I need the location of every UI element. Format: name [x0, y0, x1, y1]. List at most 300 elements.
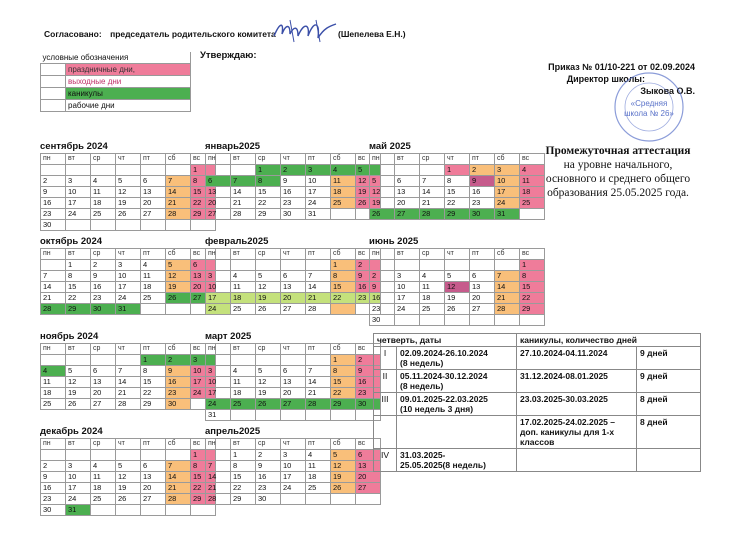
day-cell: 3: [306, 165, 331, 176]
month-title: сентябрь 2024: [40, 141, 108, 152]
week-row: [41, 282, 216, 293]
day-cell: 12: [445, 282, 470, 293]
day-cell: 22: [445, 198, 470, 209]
day-cell: 28: [231, 209, 256, 220]
day-cell: [141, 165, 166, 176]
quarter-number: IV: [374, 449, 397, 472]
day-cell: [445, 315, 470, 326]
legend-label-vacation: [66, 88, 191, 100]
day-cell: 16: [356, 282, 381, 293]
week-row: [370, 315, 545, 326]
day-cell: [395, 260, 420, 271]
month-table: [205, 438, 381, 505]
weekday-header: вс: [191, 249, 216, 260]
day-cell: 4: [91, 176, 116, 187]
day-cell: [370, 260, 395, 271]
month-title: ноябрь 2024: [40, 331, 99, 342]
day-cell: [116, 220, 141, 231]
day-cell: 12: [116, 187, 141, 198]
day-cell: 14: [306, 377, 331, 388]
day-cell: 1: [331, 355, 356, 366]
day-cell: 28: [306, 304, 331, 315]
weekday-header: ср: [256, 344, 281, 355]
weekday-header: чт: [116, 344, 141, 355]
week-row: [41, 271, 216, 282]
day-cell: 13: [281, 282, 306, 293]
weekday-header: чт: [281, 439, 306, 450]
day-cell: 3: [395, 271, 420, 282]
weekday-header: пн: [206, 154, 231, 165]
week-row: [206, 388, 381, 399]
day-cell: [281, 355, 306, 366]
day-cell: 6: [281, 271, 306, 282]
day-cell: 3: [66, 461, 91, 472]
day-cell: [331, 494, 356, 505]
quarter-dates: [397, 347, 517, 370]
week-row: [370, 165, 545, 176]
day-cell: 29: [141, 399, 166, 410]
day-cell: 25: [91, 209, 116, 220]
day-cell: 6: [356, 450, 381, 461]
day-cell: 19: [256, 293, 281, 304]
vacation-row: [374, 449, 701, 472]
quarter-weeks: 25.05.2025(8 недель): [400, 460, 486, 470]
day-cell: [281, 494, 306, 505]
week-row: [206, 494, 381, 505]
day-cell: 4: [141, 260, 166, 271]
day-cell: 2: [41, 176, 66, 187]
day-cell: [191, 505, 216, 516]
weekday-header: вс: [356, 439, 381, 450]
day-cell: 18: [331, 187, 356, 198]
weekday-header: сб: [331, 439, 356, 450]
day-cell: [91, 450, 116, 461]
day-cell: 18: [420, 293, 445, 304]
day-cell: 25: [420, 304, 445, 315]
day-cell: 24: [66, 209, 91, 220]
quarter-number: [374, 416, 397, 449]
day-cell: 28: [420, 209, 445, 220]
day-cell: 30: [256, 494, 281, 505]
day-cell: 27: [206, 209, 231, 220]
week-row: [206, 461, 381, 472]
day-cell: 24: [395, 304, 420, 315]
day-cell: 16: [256, 472, 281, 483]
day-cell: 5: [116, 176, 141, 187]
weekday-header: пт: [141, 439, 166, 450]
quarter-dates: [397, 449, 517, 472]
day-cell: 11: [41, 377, 66, 388]
month-title: апрель2025: [205, 426, 261, 437]
day-cell: 26: [116, 209, 141, 220]
day-cell: 15: [66, 282, 91, 293]
day-cell: 31: [206, 410, 231, 421]
weekday-header: ср: [420, 154, 445, 165]
legend-table: [40, 52, 191, 112]
day-cell: 14: [420, 187, 445, 198]
day-cell: 31: [306, 209, 331, 220]
day-cell: 22: [191, 483, 216, 494]
day-cell: 23: [256, 483, 281, 494]
day-cell: 19: [370, 198, 395, 209]
week-row: [370, 176, 545, 187]
week-row: [41, 461, 216, 472]
day-cell: [420, 165, 445, 176]
day-cell: 26: [256, 304, 281, 315]
day-cell: 20: [356, 472, 381, 483]
day-cell: 2: [256, 450, 281, 461]
day-cell: 19: [331, 472, 356, 483]
day-cell: 22: [231, 483, 256, 494]
quarter-dates-text: 31.03.2025-: [400, 450, 446, 460]
weekday-header: ср: [420, 249, 445, 260]
day-cell: [495, 315, 520, 326]
day-cell: 3: [66, 176, 91, 187]
day-cell: [166, 450, 191, 461]
attestation-title: Промежуточная аттестация: [545, 145, 691, 157]
weekday-header: чт: [116, 154, 141, 165]
month-calendar: [40, 141, 200, 231]
day-cell: [470, 260, 495, 271]
legend-label-holiday: [66, 64, 191, 76]
weekday-header: вс: [356, 154, 381, 165]
day-cell: [41, 450, 66, 461]
weekday-header: вт: [395, 154, 420, 165]
day-cell: [166, 505, 191, 516]
day-cell: 17: [495, 187, 520, 198]
day-cell: 27: [281, 399, 306, 410]
attestation-line2: на уровне начального,: [563, 159, 673, 171]
day-cell: 6: [91, 366, 116, 377]
quarter-number: III: [374, 393, 397, 416]
day-cell: 20: [191, 282, 216, 293]
weekday-header: чт: [281, 154, 306, 165]
day-cell: [141, 304, 166, 315]
week-row: [206, 483, 381, 494]
day-cell: 10: [66, 472, 91, 483]
day-cell: 15: [141, 377, 166, 388]
vacation-header-holidays: каникулы, количество дней: [517, 334, 701, 347]
week-row: [206, 271, 381, 282]
day-cell: 30: [41, 505, 66, 516]
day-cell: 8: [141, 366, 166, 377]
vacation-dates: 31.12.2024-08.01.2025: [517, 370, 637, 393]
day-cell: [395, 165, 420, 176]
day-cell: 25: [231, 399, 256, 410]
day-cell: 26: [116, 494, 141, 505]
day-cell: 21: [306, 388, 331, 399]
day-cell: 29: [191, 209, 216, 220]
week-row: [206, 209, 381, 220]
day-cell: 28: [116, 399, 141, 410]
day-cell: 6: [470, 271, 495, 282]
day-cell: 14: [41, 282, 66, 293]
month-table: [40, 438, 216, 516]
month-title: июнь 2025: [369, 236, 419, 247]
day-cell: 3: [495, 165, 520, 176]
day-cell: 3: [116, 260, 141, 271]
weekday-header: пт: [470, 154, 495, 165]
day-cell: 5: [331, 450, 356, 461]
day-cell: 7: [166, 461, 191, 472]
day-cell: [141, 505, 166, 516]
day-cell: [256, 355, 281, 366]
day-cell: [395, 315, 420, 326]
legend-label-work: рабочие дни: [66, 100, 191, 112]
day-cell: 28: [166, 209, 191, 220]
day-cell: 30: [41, 220, 66, 231]
day-cell: [420, 315, 445, 326]
weekday-header: пт: [306, 154, 331, 165]
week-row: [41, 198, 216, 209]
day-cell: 27: [91, 399, 116, 410]
day-cell: 16: [166, 377, 191, 388]
day-cell: 27: [141, 494, 166, 505]
day-cell: [495, 260, 520, 271]
day-cell: [141, 220, 166, 231]
day-cell: 17: [116, 282, 141, 293]
weekday-header: пн: [370, 154, 395, 165]
day-cell: 1: [256, 165, 281, 176]
day-cell: 20: [141, 483, 166, 494]
week-row: [370, 260, 545, 271]
day-cell: 4: [231, 366, 256, 377]
week-row: [206, 282, 381, 293]
day-cell: 15: [520, 282, 545, 293]
day-cell: 21: [495, 293, 520, 304]
vacation-row: [374, 370, 701, 393]
day-cell: 24: [495, 198, 520, 209]
day-cell: 26: [166, 293, 191, 304]
day-cell: 4: [331, 165, 356, 176]
weekday-header: пн: [370, 249, 395, 260]
weekday-header: вт: [231, 154, 256, 165]
day-cell: 17: [66, 198, 91, 209]
day-cell: 23: [281, 198, 306, 209]
day-cell: 9: [370, 282, 395, 293]
weekday-header: вт: [395, 249, 420, 260]
day-cell: 4: [520, 165, 545, 176]
day-cell: 29: [331, 399, 356, 410]
day-cell: 13: [356, 461, 381, 472]
day-cell: 26: [256, 399, 281, 410]
weekday-header: вс: [191, 154, 216, 165]
day-cell: 7: [166, 176, 191, 187]
day-cell: 20: [206, 198, 231, 209]
day-cell: 18: [231, 293, 256, 304]
day-cell: [306, 410, 331, 421]
day-cell: 14: [166, 472, 191, 483]
week-row: [206, 293, 381, 304]
day-cell: 4: [306, 450, 331, 461]
day-cell: 16: [370, 293, 395, 304]
day-cell: 4: [231, 271, 256, 282]
month-calendar: [369, 141, 529, 220]
day-cell: 15: [256, 187, 281, 198]
day-cell: [356, 494, 381, 505]
weekday-header: чт: [116, 249, 141, 260]
day-cell: 5: [256, 271, 281, 282]
day-cell: [91, 220, 116, 231]
day-cell: 31: [66, 505, 91, 516]
day-cell: 19: [166, 282, 191, 293]
weekday-header: пт: [141, 249, 166, 260]
week-row: [206, 198, 381, 209]
day-cell: 18: [41, 388, 66, 399]
day-cell: 22: [331, 388, 356, 399]
week-row: [206, 187, 381, 198]
day-cell: 17: [306, 187, 331, 198]
day-cell: 2: [91, 260, 116, 271]
weekday-header: чт: [281, 344, 306, 355]
day-cell: 16: [41, 198, 66, 209]
month-calendar: [205, 331, 365, 421]
director-name: Зыкова О.В.: [640, 86, 695, 96]
week-row: [370, 198, 545, 209]
day-cell: 24: [191, 388, 216, 399]
day-cell: [116, 505, 141, 516]
day-cell: 22: [331, 293, 356, 304]
day-cell: 10: [306, 176, 331, 187]
week-row: [206, 355, 381, 366]
legend-swatch-weekend: [41, 76, 66, 88]
day-cell: 3: [191, 355, 216, 366]
day-cell: [66, 165, 91, 176]
day-cell: 19: [116, 483, 141, 494]
weekday-header: вт: [66, 344, 91, 355]
weekday-header: вс: [356, 249, 381, 260]
week-row: [41, 355, 216, 366]
month-title: октябрь 2024: [40, 236, 103, 247]
day-cell: [206, 260, 231, 271]
day-cell: 22: [191, 198, 216, 209]
week-row: [41, 472, 216, 483]
day-cell: [231, 410, 256, 421]
day-cell: 16: [356, 377, 381, 388]
week-row: [206, 410, 381, 421]
day-cell: [520, 209, 545, 220]
day-cell: 9: [281, 176, 306, 187]
day-cell: 20: [91, 388, 116, 399]
day-cell: 17: [206, 293, 231, 304]
weekday-header: вт: [66, 249, 91, 260]
day-cell: 29: [191, 494, 216, 505]
vacation-days: 8 дней: [637, 393, 701, 416]
day-cell: 15: [191, 187, 216, 198]
day-cell: [470, 315, 495, 326]
month-table: [369, 248, 545, 326]
day-cell: 21: [206, 483, 231, 494]
day-cell: 22: [520, 293, 545, 304]
week-row: [370, 271, 545, 282]
day-cell: 8: [191, 461, 216, 472]
day-cell: 23: [356, 293, 381, 304]
day-cell: 9: [91, 271, 116, 282]
day-cell: [306, 494, 331, 505]
month-calendar: [369, 236, 529, 326]
day-cell: 21: [420, 198, 445, 209]
day-cell: 11: [520, 176, 545, 187]
week-row: [41, 494, 216, 505]
week-row: [206, 399, 381, 410]
day-cell: 13: [191, 271, 216, 282]
weekday-header: сб: [495, 154, 520, 165]
weekday-header: чт: [445, 154, 470, 165]
day-cell: 9: [166, 366, 191, 377]
week-row: [370, 282, 545, 293]
day-cell: [206, 355, 231, 366]
day-cell: 16: [470, 187, 495, 198]
day-cell: 10: [395, 282, 420, 293]
day-cell: 15: [191, 472, 216, 483]
day-cell: 20: [395, 198, 420, 209]
day-cell: 25: [141, 293, 166, 304]
day-cell: 23: [41, 209, 66, 220]
day-cell: 1: [191, 450, 216, 461]
weekday-header: вс: [191, 439, 216, 450]
day-cell: 15: [231, 472, 256, 483]
vacation-table: [373, 333, 701, 472]
week-row: [41, 304, 216, 315]
day-cell: 8: [331, 366, 356, 377]
day-cell: 9: [356, 366, 381, 377]
month-calendar: [40, 331, 200, 410]
day-cell: 9: [41, 187, 66, 198]
day-cell: 25: [520, 198, 545, 209]
vacation-days: 9 дней: [637, 370, 701, 393]
legend-title: условные обозначения: [41, 52, 191, 64]
day-cell: 26: [370, 209, 395, 220]
day-cell: 1: [331, 260, 356, 271]
day-cell: 24: [281, 483, 306, 494]
day-cell: 25: [231, 304, 256, 315]
legend-label-weekend: [66, 76, 191, 88]
day-cell: 11: [306, 461, 331, 472]
day-cell: 7: [495, 271, 520, 282]
week-row: [206, 377, 381, 388]
week-row: [206, 472, 381, 483]
week-row: [41, 399, 216, 410]
day-cell: [420, 260, 445, 271]
day-cell: 30: [370, 315, 395, 326]
day-cell: 9: [41, 472, 66, 483]
weekday-header: чт: [116, 439, 141, 450]
day-cell: [66, 220, 91, 231]
day-cell: 21: [231, 198, 256, 209]
agreed-label: Согласовано:: [44, 29, 102, 39]
day-cell: 21: [116, 388, 141, 399]
weekday-header: ср: [91, 344, 116, 355]
day-cell: 7: [41, 271, 66, 282]
day-cell: 23: [356, 388, 381, 399]
vacation-days: [637, 449, 701, 472]
day-cell: 13: [281, 377, 306, 388]
attestation-block: [528, 144, 708, 200]
day-cell: 25: [331, 198, 356, 209]
day-cell: 22: [141, 388, 166, 399]
day-cell: 27: [356, 483, 381, 494]
day-cell: 23: [166, 388, 191, 399]
weekday-header: сб: [166, 154, 191, 165]
quarter-dates-text: 05.11.2024-30.12.2024: [400, 371, 488, 381]
month-title: январь2025: [205, 141, 261, 152]
day-cell: 11: [231, 377, 256, 388]
day-cell: 29: [231, 494, 256, 505]
day-cell: 3: [206, 366, 231, 377]
day-cell: 17: [191, 377, 216, 388]
day-cell: 11: [231, 282, 256, 293]
weekday-header: чт: [281, 249, 306, 260]
